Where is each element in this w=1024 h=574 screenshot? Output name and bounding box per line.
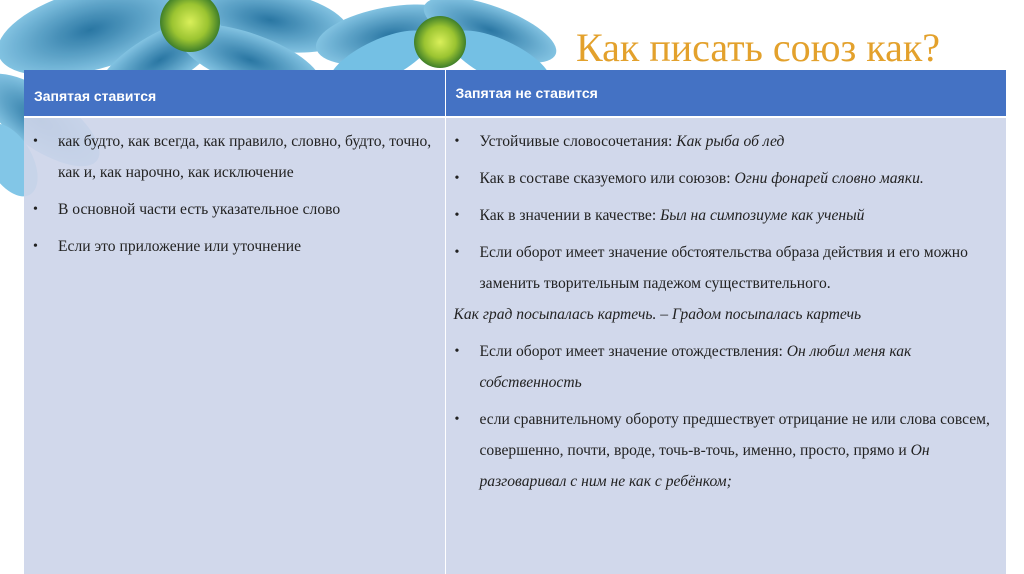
list-item: • Как в составе сказуемого или союзов: Огни фонарей словно маяки. xyxy=(454,163,996,194)
list-item: • Как в значении в качестве: Был на симпозиуме как ученый xyxy=(454,200,996,231)
list-item: • Устойчивые словосочетания: Как рыба об лед xyxy=(454,126,996,157)
header-comma-not-placed: Запятая не ставится xyxy=(445,70,1006,117)
list-item: • как будто, как всегда, как правило, словно, будто, точно, как и, как нарочно, как исключение xyxy=(32,126,435,188)
left-column xyxy=(24,117,445,574)
list-item: • Если оборот имеет значение обстоятельства образа действия и его можно заменить творительным падежом существительного. xyxy=(454,237,996,299)
page-title: Как писать союз как? xyxy=(576,25,941,70)
list-item: • Если это приложение или уточнение xyxy=(32,231,435,262)
list-item: • В основной части есть указательное слово xyxy=(32,194,435,225)
right-column xyxy=(445,117,1006,574)
header-comma-placed: Запятая ставится xyxy=(24,70,445,117)
list-item: • если сравнительному обороту предшествует отрицание не или слова совсем, совершенно, почти, вроде, точь-в-точь, именно, просто, прямо и Он разговаривал с ним не как с ребёнком; xyxy=(454,404,996,497)
comparison-table xyxy=(24,70,1007,574)
list-item: • Если оборот имеет значение отождествления: Он любил меня как собственность xyxy=(454,336,996,398)
example-line: Как град посыпалась картечь. – Градом посыпалась картечь xyxy=(453,306,862,323)
